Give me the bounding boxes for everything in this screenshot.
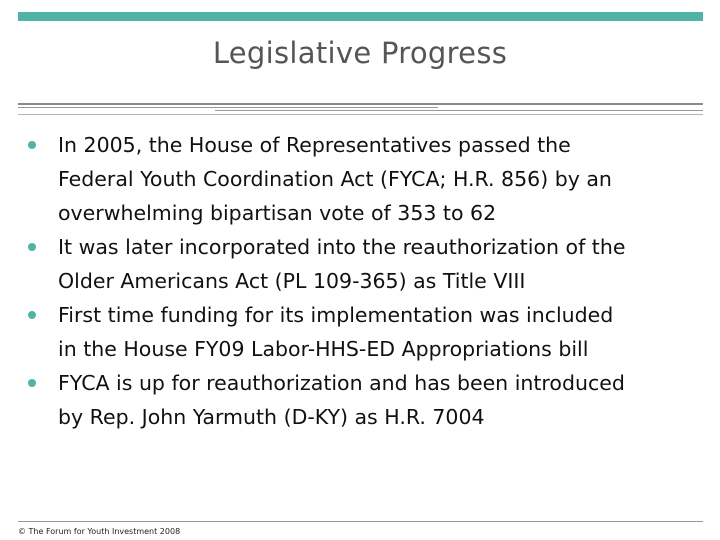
bullet-item — [58, 298, 710, 366]
bullet-line: It was later incorporated into the reauthorization of the — [58, 235, 626, 259]
bullet-line: FYCA is up for reauthorization and has been introduced — [58, 371, 625, 395]
slide-title: Legislative Progress — [212, 36, 508, 70]
bullet-line: In 2005, the House of Representatives passed the — [58, 133, 571, 157]
bullet-line: by Rep. John Yarmuth (D-KY) as H.R. 7004 — [58, 405, 485, 429]
bullet-line: Federal Youth Coordination Act (FYCA; H.R. 856) by an — [58, 167, 612, 191]
top-accent-bar — [18, 12, 703, 21]
title-divider-line — [18, 114, 703, 115]
bullet-list — [58, 128, 710, 434]
bullet-dot-icon — [28, 379, 36, 387]
bullet-dot-icon — [28, 311, 36, 319]
bullet-item — [58, 230, 710, 298]
bullet-line: Older Americans Act (PL 109-365) as Title VIII — [58, 269, 526, 293]
title-divider-line — [18, 103, 703, 105]
title-divider-line — [18, 107, 438, 108]
footer-copyright: © The Forum for Youth Investment 2008 — [18, 527, 181, 536]
bullet-line: in the House FY09 Labor-HHS-ED Appropriations bill — [58, 337, 589, 361]
footer-divider — [18, 521, 703, 522]
bullet-item — [58, 128, 710, 230]
bullet-line: overwhelming bipartisan vote of 353 to 62 — [58, 201, 497, 225]
bullet-dot-icon — [28, 141, 36, 149]
bullet-line: First time funding for its implementation was included — [58, 303, 614, 327]
bullet-dot-icon — [28, 243, 36, 251]
title-divider-line — [215, 110, 703, 111]
bullet-item — [58, 366, 710, 434]
